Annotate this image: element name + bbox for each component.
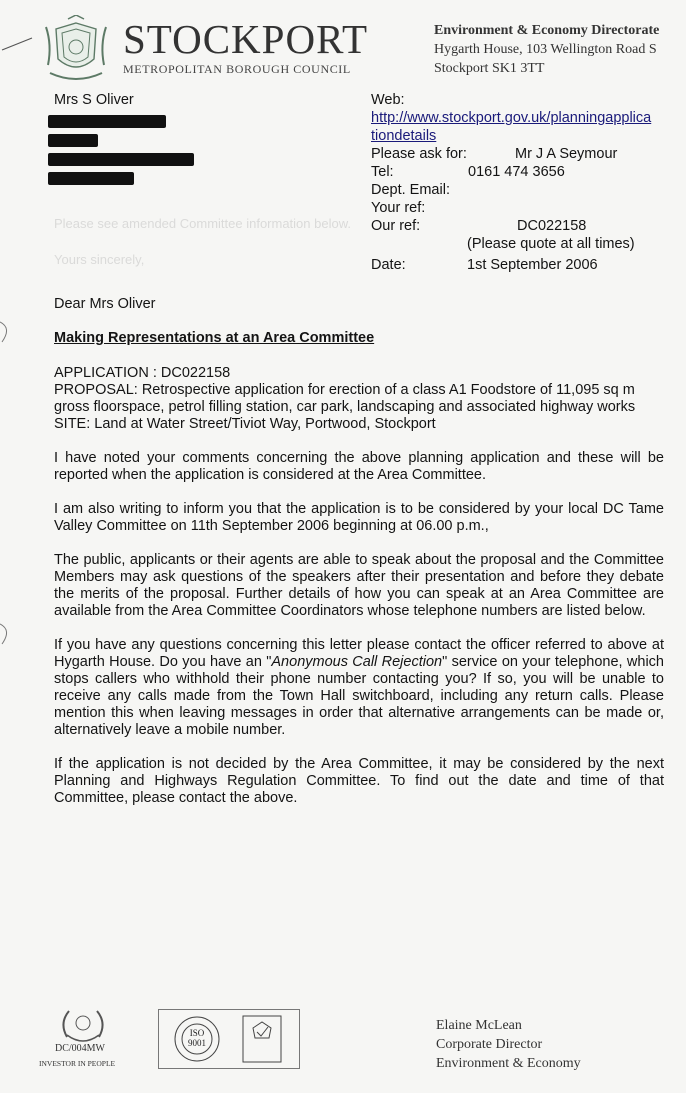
investor-code: DC/004MW — [55, 1043, 105, 1054]
council-name: STOCKPORT — [123, 16, 369, 62]
your-ref-label: Your ref: — [371, 200, 426, 216]
bleed-through-text: Yours sincerely, — [54, 252, 145, 267]
web-label: Web: — [371, 92, 405, 108]
address-line: Stockport SK1 3TT — [434, 61, 545, 76]
signature-block — [436, 1016, 581, 1073]
paragraph: The public, applicants or their agents are able to speak about the proposal and the Committee Members may ask questions of the speakers after their presentation and before they debate the merits of the proposal. Further details of how you can speak at an Area Committee are available from the Area Committee Coordinators whose telephone numbers are listed below. — [54, 552, 664, 619]
paragraph-text: " service on your telephone, which stops callers who withhold their phone number contacting you? If so, you will be unable to receive any calls made from the Town Hall switchboard, including any return calls. Please mention this when leaving messages in order that alternative arrangements can be made or, alternatively leave a mobile number. — [54, 654, 664, 738]
council-brand — [123, 18, 368, 77]
investor-label: INVESTOR IN PEOPLE — [39, 1059, 116, 1068]
emphasis-text: Anonymous Call Rejection — [271, 654, 443, 670]
punch-hole-mark — [0, 320, 14, 344]
recipient-address — [54, 91, 194, 191]
our-ref-label: Our ref: — [371, 218, 421, 234]
application-line: APPLICATION : DC022158 — [54, 365, 231, 381]
address-line: Hygarth House, 103 Wellington Road S — [434, 42, 657, 57]
letter-body — [54, 296, 664, 824]
site-line: SITE: Land at Water Street/Tiviot Way, Portwood, Stockport — [54, 416, 436, 432]
letter-heading: Making Representations at an Area Committee — [54, 330, 375, 346]
council-subtitle: METROPOLITAN BOROUGH COUNCIL — [123, 62, 351, 76]
signatory-name: Elaine McLean — [436, 1018, 522, 1033]
directorate-address — [434, 21, 659, 78]
salutation: Dear Mrs Oliver — [54, 296, 156, 312]
directorate-name: Environment & Economy Directorate — [434, 23, 660, 38]
date-label: Date: — [371, 257, 406, 273]
redaction-bar — [48, 134, 98, 147]
our-ref-value: DC022158 — [517, 218, 587, 234]
ask-label: Please ask for: — [371, 146, 467, 162]
paragraph-text: If you have any questions concerning this letter please contact the officer referred to above at Hygarth House. Do you have an " — [54, 637, 664, 670]
reference-block — [371, 91, 651, 274]
email-label: Dept. Email: — [371, 182, 450, 198]
quote-note: (Please quote at all times) — [467, 236, 635, 252]
paragraph: I am also writing to inform you that the application is to be considered by your local DC Tame Valley Committee on 11th September 2006 beginning at 06.00 p.m., — [54, 501, 664, 534]
paragraph: If the application is not decided by the Area Committee, it may be considered by the next Planning and Highways Regulation Committee. To find out the date and time of that Committee, please contact the above. — [54, 756, 664, 806]
web-link[interactable]: http://www.stockport.gov.uk/planningapplica — [371, 110, 652, 126]
signatory-title: Corporate Director — [436, 1037, 543, 1052]
proposal-line: PROPOSAL: Retrospective application for erection of a class A1 Foodstore of 11,095 sq m gross floorspace, petrol filling station, car park, landscaping and associated highway works — [54, 382, 636, 415]
redaction-bar — [48, 153, 194, 166]
iso-badge — [158, 1009, 300, 1069]
recipient-name: Mrs S Oliver — [54, 92, 134, 108]
tel-label: Tel: — [371, 164, 394, 180]
redaction-bar — [48, 172, 134, 185]
signatory-dept: Environment & Economy — [436, 1056, 581, 1071]
paragraph — [54, 637, 664, 739]
web-link[interactable]: tiondetails — [371, 128, 437, 144]
redaction-bar — [48, 115, 166, 128]
iso-text: ISO 9001 — [188, 1028, 206, 1048]
paragraph: I have noted your comments concerning the above planning application and these will be reported when the application is considered at the Area Committee. — [54, 450, 664, 483]
bleed-through-text: Please see amended Committee information below. — [54, 216, 351, 231]
ask-value: Mr J A Seymour — [515, 146, 618, 162]
council-crest-icon — [38, 15, 114, 85]
punch-hole-mark — [0, 622, 14, 646]
ukas-crown-icon — [241, 1014, 283, 1064]
date-value: 1st September 2006 — [467, 257, 598, 273]
scan-mark — [0, 20, 40, 60]
tel-value: 0161 474 3656 — [468, 164, 565, 180]
